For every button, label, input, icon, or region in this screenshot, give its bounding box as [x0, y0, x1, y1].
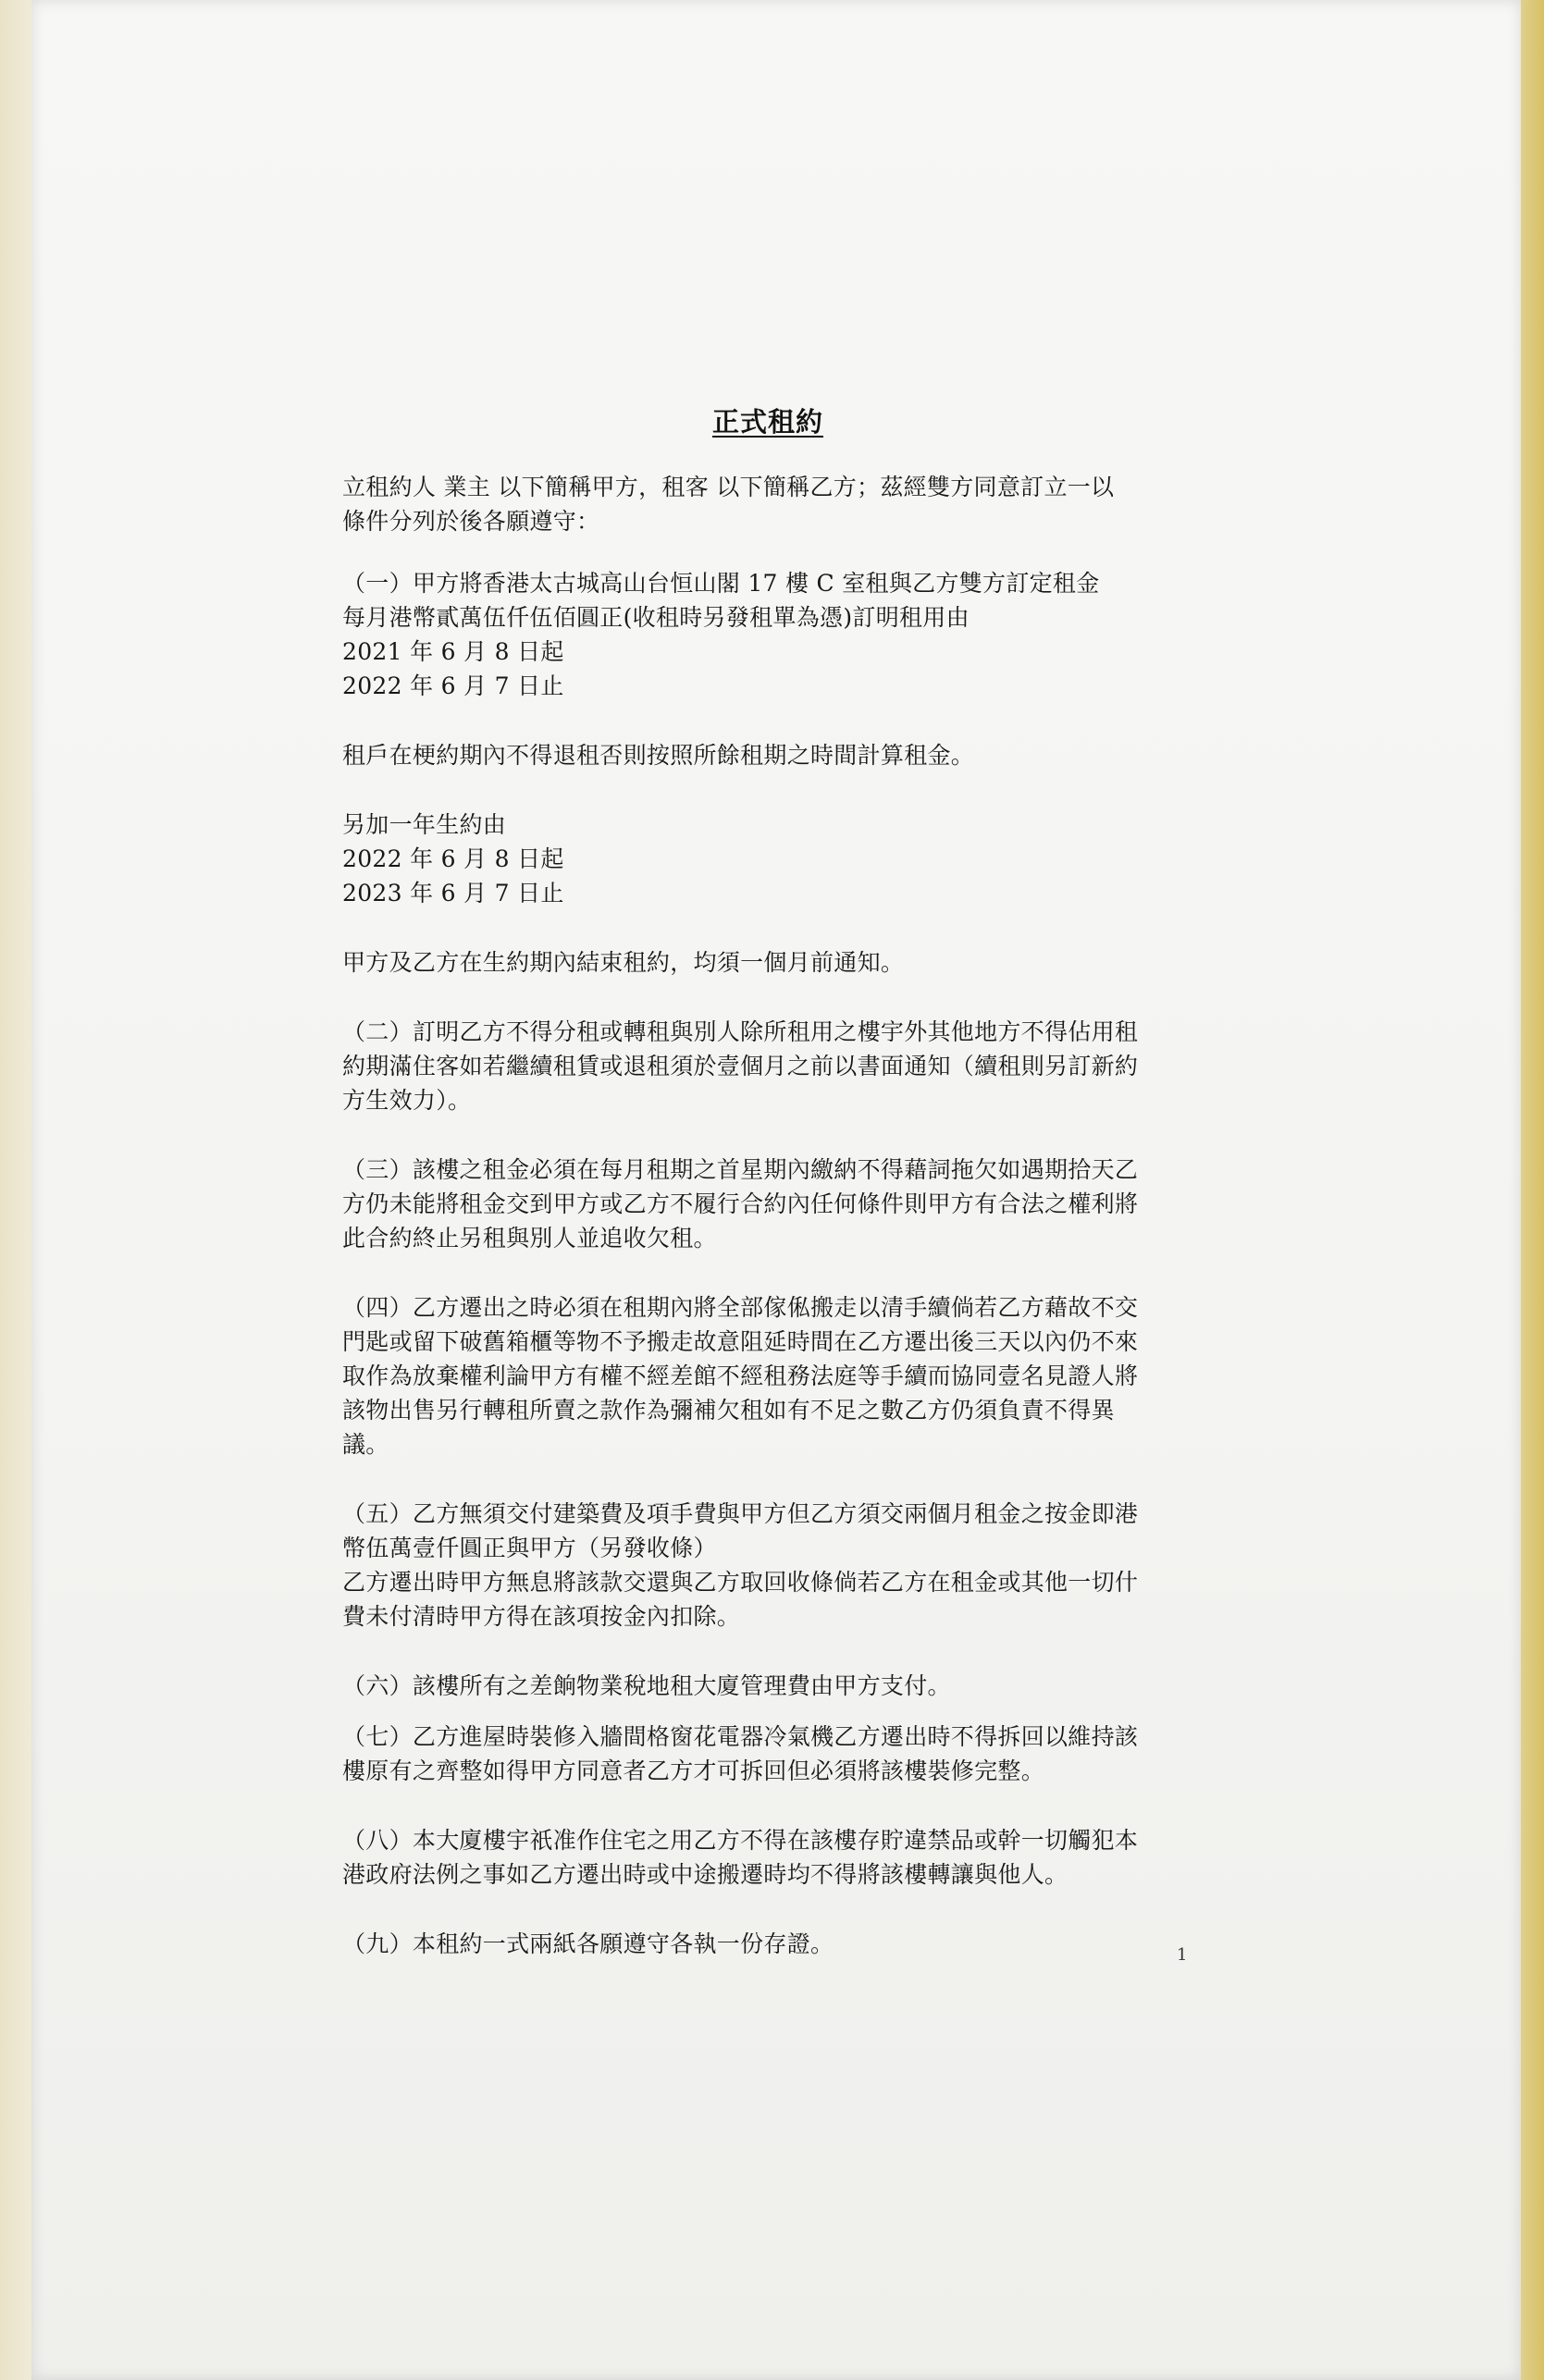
- lease-content: [342, 388, 1193, 1961]
- clause-9-line: （九）本租約一式兩紙各願遵守各執一份存證。: [342, 1930, 834, 1957]
- clause-1-line-3: 2021 年 6 月 8 日起: [342, 638, 564, 665]
- clause-5: [342, 1497, 1193, 1634]
- clause-2-line-3: 方生效力）。: [342, 1087, 472, 1114]
- clause-1-line-2: 每月港幣貳萬伍仟伍佰圓正(收租時另發租單為憑)訂明租用由: [342, 604, 970, 631]
- clause-8-line-1: （八）本大廈樓宇祇准作住宅之用乙方不得在該樓存貯違禁品或幹一切觸犯本: [342, 1827, 1139, 1854]
- clause-3-line-1: （三）該樓之租金必須在每月租期之首星期內繳納不得藉詞拖欠如遇期拾天乙: [342, 1156, 1139, 1183]
- clause-4-line-2: 門匙或留下破舊箱櫃等物不予搬走故意阻延時間在乙方遷出後三天以內仍不來: [342, 1328, 1139, 1355]
- tenant-note: 租戶在梗約期內不得退租否則按照所餘租期之時間計算租金。: [342, 742, 975, 769]
- clause-3-line-2: 方仍未能將租金交到甲方或乙方不履行合約內任何條件則甲方有合法之權利將: [342, 1190, 1139, 1217]
- extension-line-3: 2023 年 6 月 7 日止: [342, 880, 564, 906]
- intro-block: [342, 470, 1193, 538]
- clause-2: [342, 1015, 1193, 1117]
- clause-5-line-2: 幣伍萬壹仟圓正與甲方（另發收條）: [342, 1535, 717, 1561]
- clause-4: [342, 1290, 1193, 1461]
- clause-5-line-4: 費未付清時甲方得在該項按金內扣除。: [342, 1603, 741, 1630]
- clause-4-line-1: （四）乙方遷出之時必須在租期內將全部傢俬搬走以清手續倘若乙方藉故不交: [342, 1294, 1139, 1321]
- extension-line-2: 2022 年 6 月 8 日起: [342, 845, 564, 872]
- clause-3: [342, 1153, 1193, 1255]
- clause-1-line-4: 2022 年 6 月 7 日止: [342, 672, 564, 699]
- clause-8-line-2: 港政府法例之事如乙方遷出時或中途搬遷時均不得將該樓轉讓與他人。: [342, 1861, 1068, 1888]
- clause-9: [342, 1927, 1193, 1961]
- notice-line: 甲方及乙方在生約期內結束租約，均須一個月前通知。: [342, 949, 905, 976]
- clause-7: [342, 1720, 1193, 1788]
- extension-block: [342, 808, 1193, 910]
- clause-4-line-4: 該物出售另行轉租所賣之款作為彌補欠租如有不足之數乙方仍須負責不得異: [342, 1397, 1115, 1424]
- tenant-note-block: [342, 738, 1193, 772]
- page-mark: 1: [1177, 1945, 1188, 1965]
- clause-2-line-1: （二）訂明乙方不得分租或轉租與別人除所租用之樓宇外其他地方不得佔用租: [342, 1018, 1139, 1045]
- clause-1-line-1: （一）甲方將香港太古城高山台恒山閣 17 樓 C 室租與乙方雙方訂定租金: [342, 570, 1100, 597]
- document-title: 正式租約: [711, 406, 823, 438]
- intro-line-1: 立租約人 業主 以下簡稱甲方，租客 以下簡稱乙方；茲經雙方同意訂立一以: [342, 474, 1115, 500]
- clause-2-line-2: 約期滿住客如若繼續租賃或退租須於壹個月之前以書面通知（續租則另訂新約: [342, 1053, 1139, 1079]
- clause-5-line-3: 乙方遷出時甲方無息將該款交還與乙方取回收條倘若乙方在租金或其他一切什: [342, 1569, 1139, 1596]
- clause-7-line-2: 樓原有之齊整如得甲方同意者乙方才可拆回但必須將該樓裝修完整。: [342, 1757, 1045, 1784]
- clause-4-line-3: 取作為放棄權利論甲方有權不經差館不經租務法庭等手續而協同壹名見證人將: [342, 1363, 1139, 1389]
- clause-7-line-1: （七）乙方進屋時裝修入牆間格窗花電器冷氣機乙方遷出時不得拆回以維持該: [342, 1723, 1139, 1750]
- clause-6: [342, 1669, 1193, 1703]
- clause-4-line-5: 議。: [342, 1431, 389, 1458]
- intro-line-2: 條件分列於後各願遵守：: [342, 508, 600, 535]
- clause-6-line: （六）該樓所有之差餉物業稅地租大廈管理費由甲方支付。: [342, 1672, 951, 1699]
- extension-line-1: 另加一年生約由: [342, 811, 507, 838]
- clause-3-line-3: 此合約終止另租與別人並追收欠租。: [342, 1225, 717, 1252]
- clause-5-line-1: （五）乙方無須交付建築費及項手費與甲方但乙方須交兩個月租金之按金即港: [342, 1500, 1139, 1527]
- clause-1: [342, 566, 1193, 703]
- notice-block: [342, 945, 1193, 980]
- clause-8: [342, 1823, 1193, 1892]
